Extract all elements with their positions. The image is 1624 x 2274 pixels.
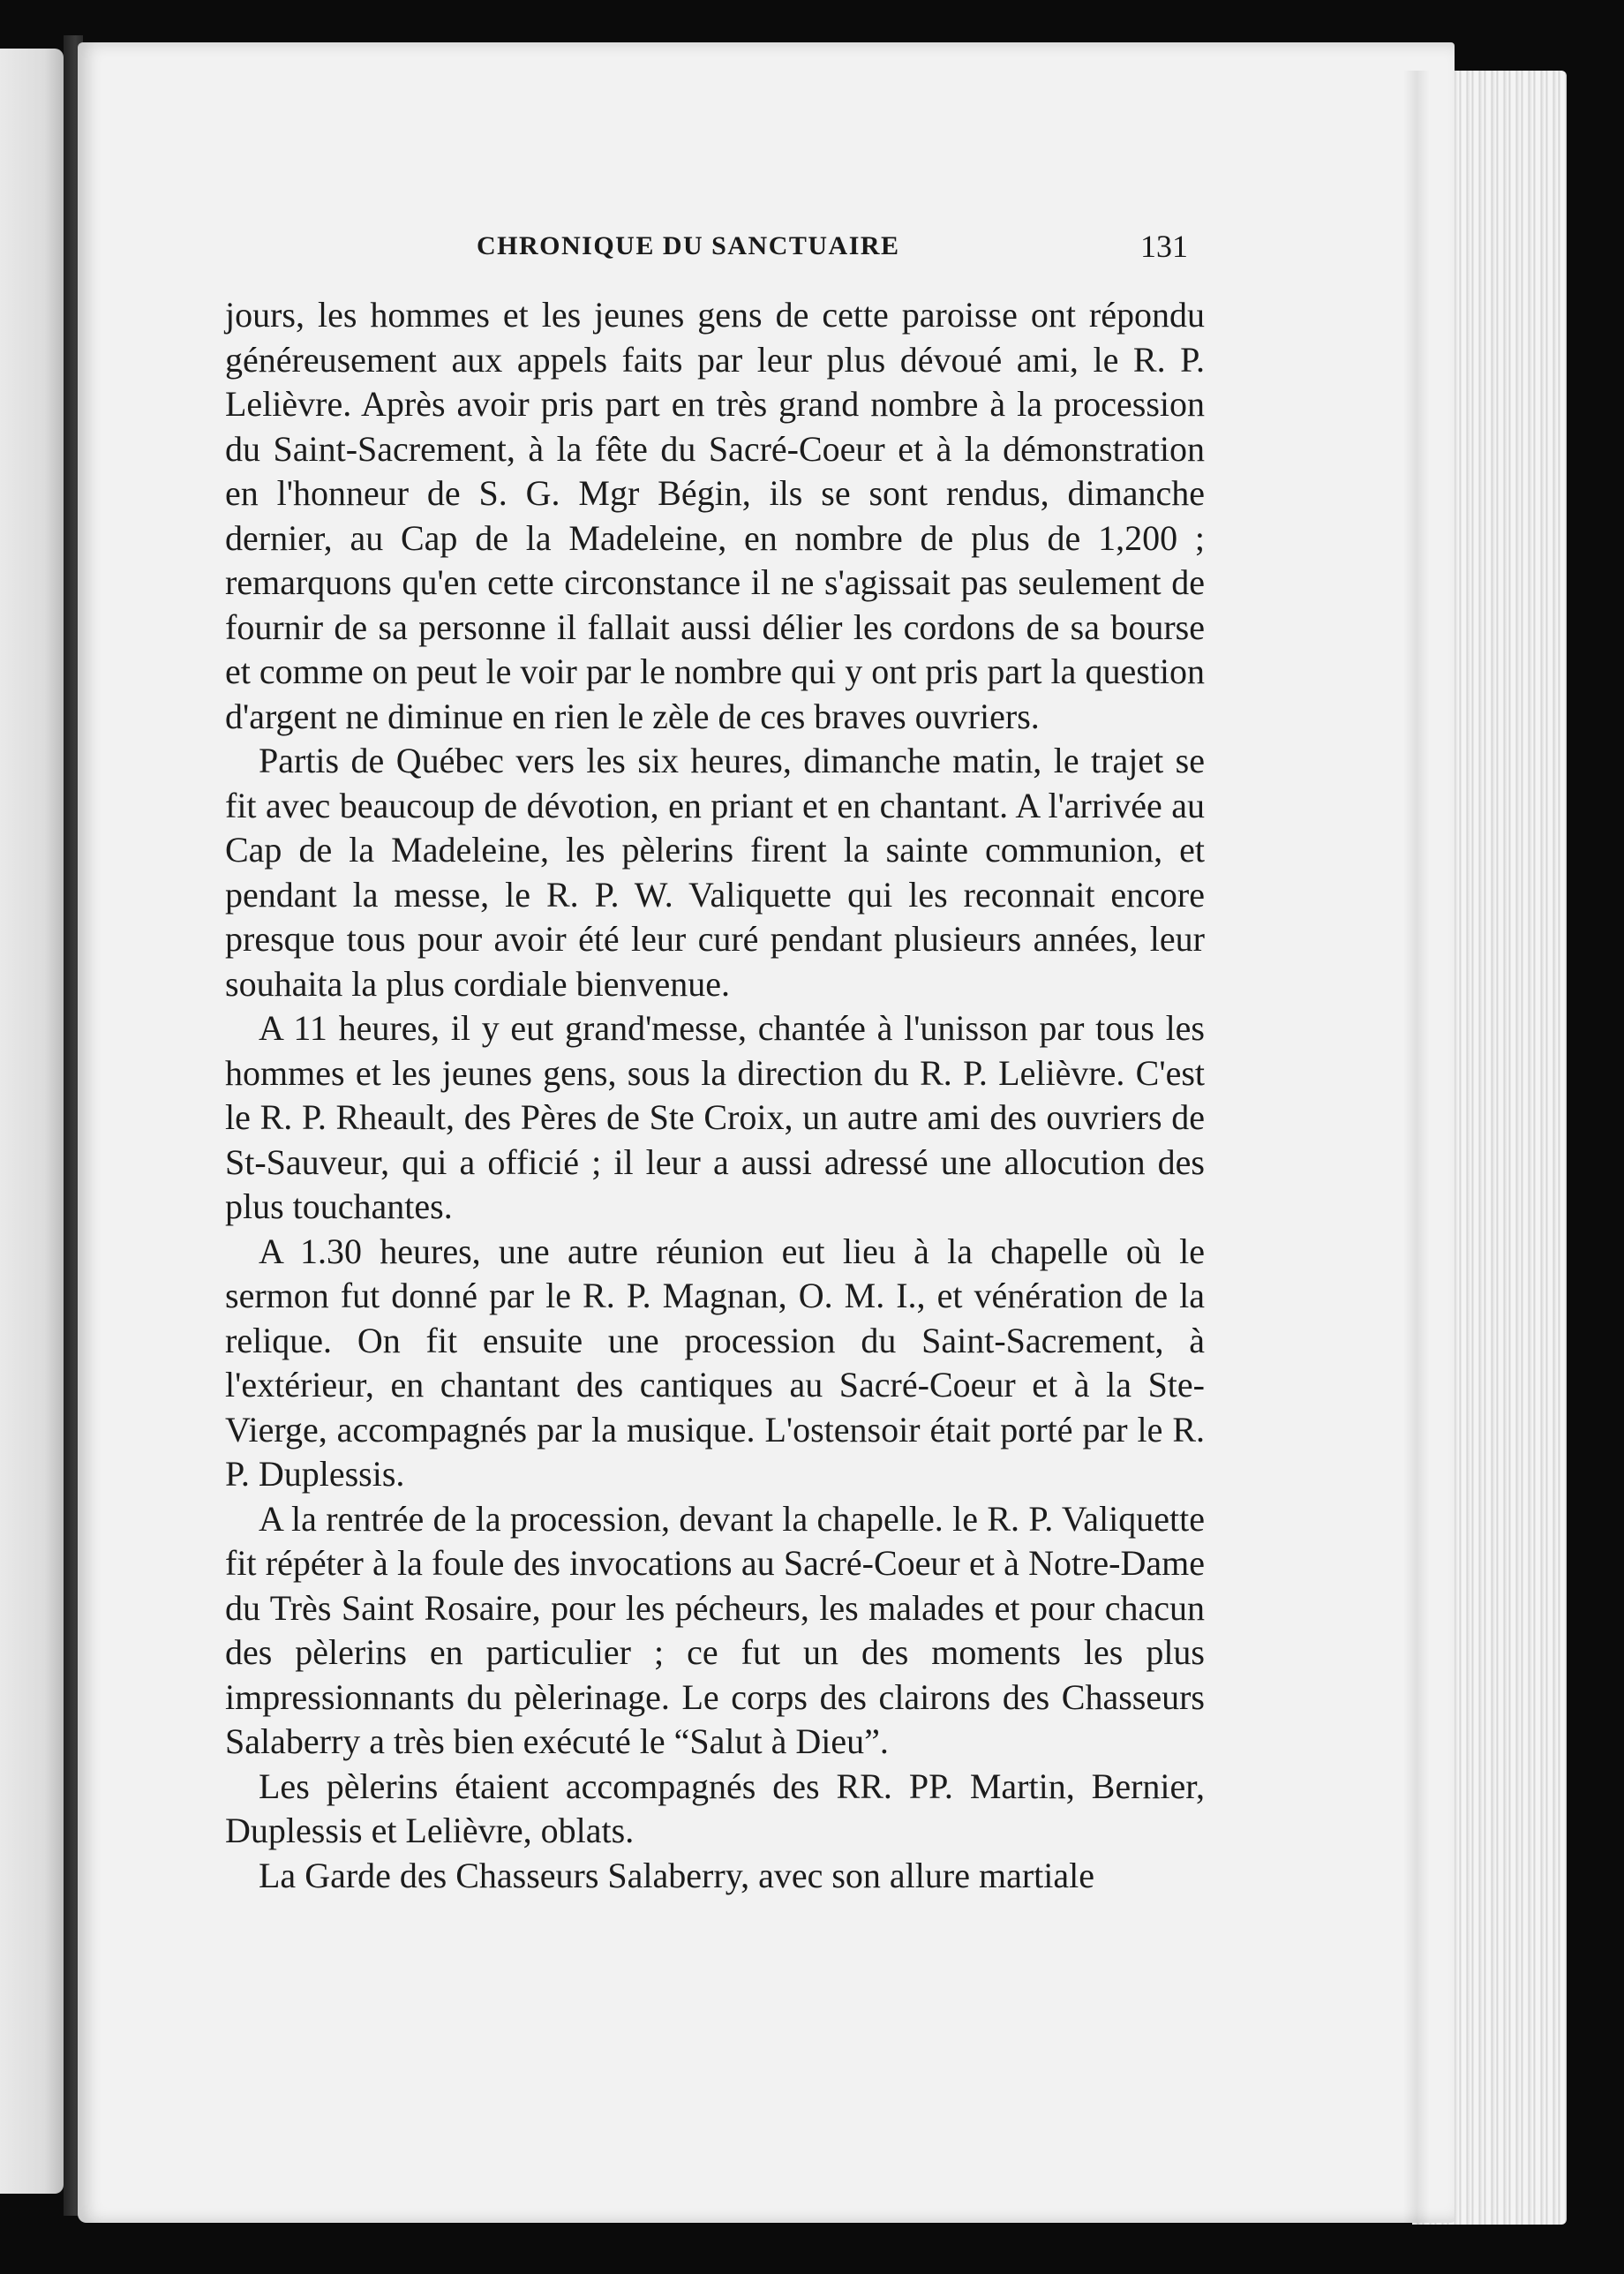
facing-page-edge <box>0 49 64 2194</box>
running-title: CHRONIQUE DU SANCTUAIRE <box>477 231 900 260</box>
paragraph: Partis de Québec vers les six heures, dimanche matin, le trajet se fit avec beaucoup de dévotion, en priant et en chantant. A l'arrivée au Cap de la Madeleine, les pèlerins firent la sainte communion, et pendant la messe, le R. P. W. Valiquette qui les reconnait encore presque tous pour avoir été leur curé pendant plusieurs années, leur souhaita la plus cordiale bienvenue. <box>225 741 1205 1004</box>
paragraph: La Garde des Chasseurs Salaberry, avec son allure martiale <box>259 1855 1095 1895</box>
body-text <box>225 293 1205 1898</box>
paragraph: A 11 heures, il y eut grand'messe, chantée à l'unisson par tous les hommes et les jeunes gens, sous la direction du R. P. Lelièvre. C'est le R. P. Rheault, des Pères de Ste Croix, un autre ami des ouvriers de St-Sauveur, qui a officié ; il leur a aussi adressé une allocution des plus touchantes. <box>225 1008 1205 1226</box>
page-number: 131 <box>1140 229 1188 264</box>
paragraph: Les pèlerins étaient accompagnés des RR. PP. Martin, Bernier, Duplessis et Lelièvre, oblats. <box>225 1766 1205 1850</box>
paragraph: jours, les hommes et les jeunes gens de cette paroisse ont répondu généreusement aux appels faits par leur plus dévoué ami, le R. P. Lelièvre. Après avoir pris part en très grand nombre à la procession du Saint-Sacrement, à la fête du Sacré-Coeur et à la démonstration en l'honneur de S. G. Mgr Bégin, ils se sont rendus, dimanche dernier, au Cap de la Madeleine, en nombre de plus de 1,200 ; remarquons qu'en cette circonstance il ne s'agissait pas seulement de fournir de sa personne il fallait aussi délier les cordons de sa bourse et comme on peut le voir par le nombre qui y ont pris part la question d'argent ne diminue en rien le zèle de ces braves ouvriers. <box>225 295 1205 736</box>
paragraph: A 1.30 heures, une autre réunion eut lieu à la chapelle où le sermon fut donné par le R. P. Magnan, O. M. I., et vénération de la relique. On fit ensuite une procession du Saint-Sacrement, à l'extérieur, en chantant des cantiques au Sacré-Coeur et à la Ste-Vierge, accompagnés par la musique. L'ostensoir était porté par le R. P. Duplessis. <box>225 1231 1205 1494</box>
page-edge-shadow <box>1403 71 1430 2225</box>
paragraph: A la rentrée de la procession, devant la chapelle. le R. P. Valiquette fit répéter à la foule des invocations au Sacré-Coeur et à Notre-Dame du Très Saint Rosaire, pour les pécheurs, les malades et pour chacun des pèlerins en particulier ; ce fut un des moments les plus impressionnants du pèlerinage. Le corps des clairons des Chasseurs Salaberry a très bien exécuté le “Salut à Dieu”. <box>225 1498 1205 1761</box>
